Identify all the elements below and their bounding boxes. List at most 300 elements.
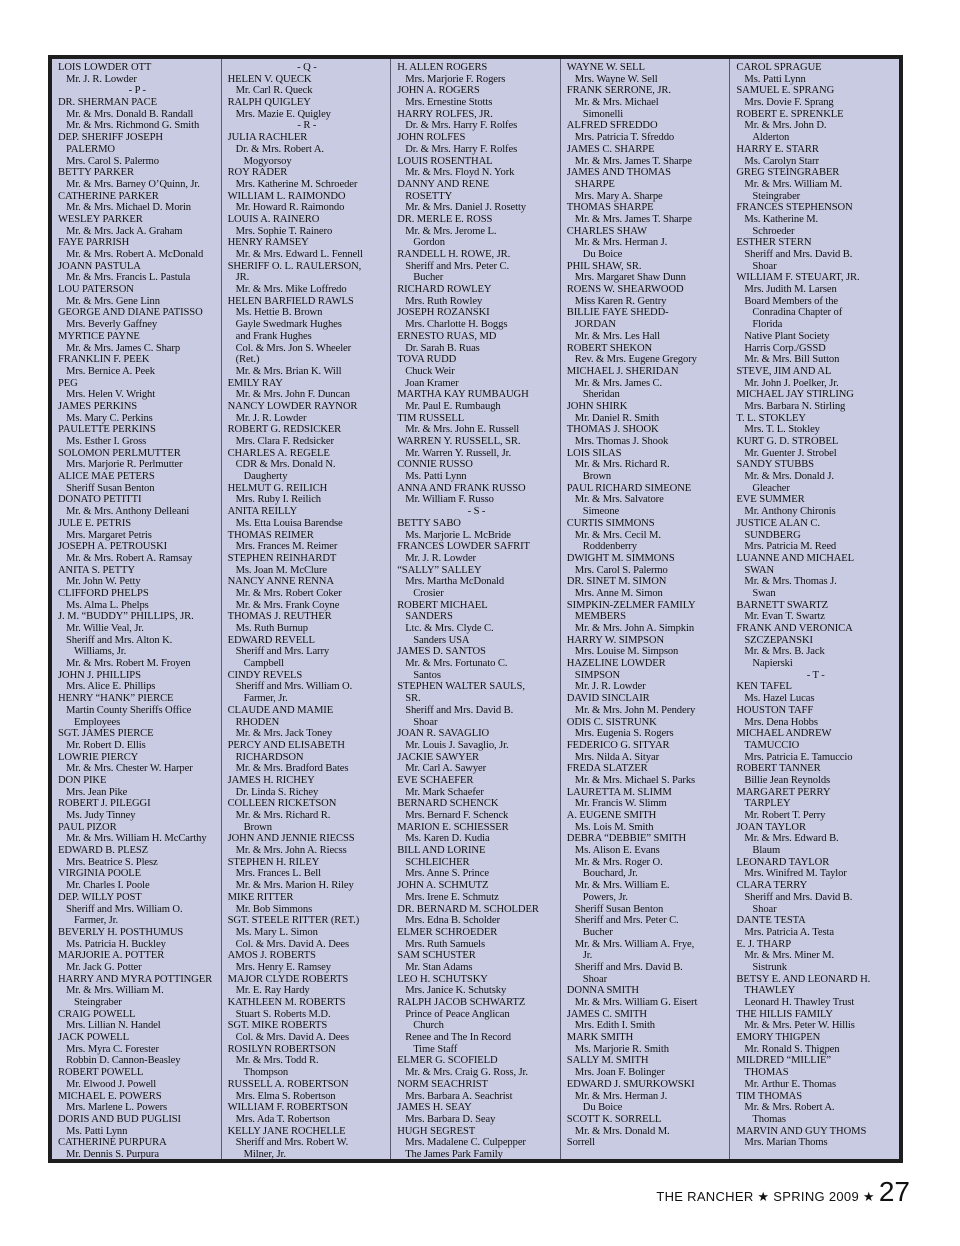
donor-name: Mrs. Madalene C. Culpepper <box>405 1137 526 1149</box>
donor-continuation: Williams, Jr. <box>74 646 127 658</box>
donor-name: Mr. & Mrs. William M. <box>66 985 164 997</box>
donor-name: Ms. Alma L. Phelps <box>66 599 149 611</box>
honoree-name: KATHLEEN M. ROBERTS <box>227 997 346 1008</box>
donor-name: Mr. & Mrs. Edward B. <box>744 833 839 845</box>
donor-name: Mr. & Mrs. Les Hall <box>574 330 660 342</box>
memorial-list-frame <box>48 55 903 1163</box>
footer-publication: THE RANCHER ★ SPRING 2009 ★ <box>656 1189 875 1204</box>
donor-continuation: Farmer, Jr. <box>243 693 288 705</box>
honoree-name: JACK POWELL <box>58 1032 129 1044</box>
honoree-name: ELMER SCHROEDER <box>397 926 498 938</box>
donor-name: Mr. Carl A. Sawyer <box>405 763 487 775</box>
donor-name: Ms. Joan M. McClure <box>235 564 327 576</box>
donor-name: Gayle Swedmark Hughes <box>235 319 342 331</box>
donor-name: Dr. Sarah B. Ruas <box>405 342 480 354</box>
donor-name: Chuck Weir <box>405 365 455 377</box>
honoree-name: EVE SUMMER <box>736 494 805 506</box>
donor-name: TARPLEY <box>744 798 791 810</box>
honoree-name: LOUIS ROSENTHAL <box>397 155 493 167</box>
donor-name: Mr. & Mrs. Brian K. Will <box>235 365 342 377</box>
donor-name: Dr. Linda S. Richey <box>235 786 319 798</box>
honoree-name: HELEN BARFIELD RAWLS <box>227 295 354 307</box>
honoree-name: ROBERT SHEKON <box>566 342 653 354</box>
donor-continuation: Simeone <box>582 506 620 518</box>
honoree-name: MARK SMITH <box>566 1032 634 1044</box>
donor-name: Ltc. & Mrs. Clyde C. <box>405 623 494 634</box>
donor-name: Mr. & Mrs. Jerome L. <box>405 225 497 237</box>
donor-continuation: Shoar <box>752 260 777 272</box>
donor-name: Mr. & Mrs. James C. <box>574 377 663 389</box>
donor-name: Mr. & Mrs. Roger O. <box>574 856 663 868</box>
honoree-name: JOHN SHIRK <box>566 400 628 412</box>
honoree-name: WILLIAM F. ROBERTSON <box>227 1102 348 1114</box>
honoree-name: MICHAEL ANDREW <box>736 728 832 740</box>
honoree-name: CRAIG POWELL <box>58 1008 136 1020</box>
donor-name: Mr. Anthony Chironis <box>744 506 836 518</box>
donor-name: Mrs. Patricia M. Reed <box>744 541 837 553</box>
honoree-name: NORM SEACHRIST <box>397 1078 488 1090</box>
honoree-name: JULIA RACHLER <box>227 132 308 144</box>
honoree-name: JAMES H. RICHEY <box>227 774 315 786</box>
honoree-name: LOWRIE PIERCY <box>58 751 139 763</box>
honoree-name: ANITA REILLY <box>227 506 298 518</box>
donor-name: Mr. J. R. Lowder <box>574 681 646 693</box>
donor-name: SR. <box>405 693 421 705</box>
donor-name: Mr. & Mrs. Floyd N. York <box>405 167 515 179</box>
honoree-name: ANNA AND FRANK RUSSO <box>397 482 526 494</box>
donor-name: RICHARDSON <box>235 751 304 763</box>
honoree-name: STEPHEN H. RILEY <box>227 856 320 868</box>
honoree-name: SCOTT K. SORRELL <box>566 1113 662 1125</box>
donor-name: Col. & Mrs. David A. Dees <box>235 1032 350 1044</box>
donor-name: Col. & Mrs. David A. Dees <box>235 938 350 950</box>
honoree-name: FRANK AND VERONICA <box>736 623 853 634</box>
honoree-name: HARRY ROLFES, JR. <box>397 108 493 120</box>
honoree-name: MAJOR CLYDE ROBERTS <box>227 973 349 985</box>
honoree-name: CLARA TERRY <box>736 880 808 892</box>
donor-name: Sheriff and Mrs. David B. <box>744 249 853 260</box>
honoree-name: MARJORIE A. POTTER <box>58 950 165 962</box>
donor-name: Mrs. Bernice A. Peek <box>66 365 155 377</box>
honoree-name: CURTIS SIMMONS <box>566 517 655 529</box>
donor-name: JR. <box>235 272 250 284</box>
donor-name: (Ret.) <box>235 354 260 366</box>
donor-name: Mr. & Mrs. Herman J. <box>574 1090 668 1102</box>
honoree-name: PHIL SHAW, SR. <box>566 260 642 272</box>
donor-name: Mrs. Dovie F. Sprang <box>744 97 834 109</box>
donor-continuation: Shoar <box>752 903 777 915</box>
donor-name: Mrs. Elma S. Robertson <box>235 1090 336 1102</box>
honoree-name: T. L. STOKLEY <box>736 412 806 424</box>
honoree-name: MICHAEL E. POWERS <box>58 1090 162 1102</box>
donor-name: Mrs. Carol S. Palermo <box>574 564 668 576</box>
donor-name: Mr. Robert D. Ellis <box>66 739 146 751</box>
honoree-name: GEORGE AND DIANE PATISSO <box>58 307 203 319</box>
honoree-name: HENRY “HANK” PIERCE <box>58 693 174 705</box>
donor-name: Mrs. Louise M. Simpson <box>574 646 679 658</box>
donor-name: Mr. Paul E. Rumbaugh <box>405 400 501 412</box>
donor-name: Mr. & Mrs. Richard R. <box>574 459 670 471</box>
donor-name: MEMBERS <box>574 611 626 623</box>
donor-name: Mrs. Barbara N. Stirling <box>744 400 846 412</box>
honoree-name: RICHARD ROWLEY <box>397 284 492 296</box>
donor-name: Mrs. Patricia E. Tamuccio <box>744 751 853 763</box>
donor-name: Ms. Lois M. Smith <box>574 821 654 833</box>
donor-continuation: Brown <box>243 821 272 833</box>
honoree-name: JAMES H. SEAY <box>397 1102 472 1114</box>
honoree-name: ESTHER STERN <box>736 237 812 249</box>
donor-continuation: Brown <box>582 471 612 483</box>
honoree-name: RANDELL H. ROWE, JR. <box>397 249 511 260</box>
donor-name: Miss Karen R. Gentry <box>574 295 667 307</box>
donor-name: Mr. Francis W. Slimm <box>574 798 667 810</box>
honoree-name: HENRY RAMSEY <box>227 237 309 249</box>
donor-name: Mr. & Mrs. Cecil M. <box>574 529 661 541</box>
donor-continuation: Crosier <box>413 587 444 599</box>
honoree-name: COLLEEN RICKETSON <box>227 798 337 810</box>
honoree-name: HELMUT G. REILICH <box>227 482 328 494</box>
donor-name: Sheriff Susan Benton <box>66 482 155 494</box>
donor-name: Mrs. Jean Pike <box>66 786 128 798</box>
donor-name: Native Plant Society <box>744 330 830 342</box>
donor-name: Mr. & Mrs. Richard R. <box>235 810 331 821</box>
honoree-name: ERNESTO RUAS, MD <box>397 330 497 342</box>
honoree-name: CATHERINE PURPURA <box>58 1137 167 1149</box>
honoree-name: ELMER G. SCOFIELD <box>397 1055 498 1067</box>
donor-continuation: Bouchard, Jr. <box>582 868 638 880</box>
honoree-name: EMILY RAY <box>227 377 283 389</box>
donor-name: Mr. & Mrs. Robert A. Ramsay <box>66 552 193 564</box>
donor-name: Mrs. Margaret Petris <box>66 529 152 541</box>
donor-name: Mr. & Mrs. John F. Duncan <box>235 389 350 401</box>
donor-name: Mr. E. Ray Hardy <box>235 985 310 997</box>
honoree-name: JAMES PERKINS <box>58 400 138 412</box>
honoree-name: SHERIFF O. L. RAULERSON, <box>227 260 362 272</box>
donor-name: Mr. J. R. Lowder <box>235 412 307 424</box>
donor-name: Ms. Hettie B. Brown <box>235 307 323 319</box>
donor-name: Mr. & Mrs. William A. Frye, <box>574 938 695 950</box>
honoree-name: ROY RADER <box>227 167 288 179</box>
donor-name: Ms. Patricia H. Buckley <box>66 938 166 950</box>
honoree-name: DR. BERNARD M. SCHOLDER <box>397 903 539 915</box>
honoree-name: KELLY JANE ROCHELLE <box>227 1125 346 1137</box>
honoree-name: JOHN ROLFES <box>397 132 466 144</box>
donor-name: SWAN <box>744 564 774 576</box>
honoree-name: LOIS LOWDER OTT <box>58 62 152 73</box>
donor-name: Mr. & Mrs. Fortunato C. <box>405 658 508 670</box>
donor-name: Mr. & Mrs. John A. Simpkin <box>574 623 695 634</box>
donor-name: Leonard H. Thawley Trust <box>744 997 855 1008</box>
donor-name: Mrs. Marlene L. Powers <box>66 1102 168 1114</box>
honoree-name: LEO H. SCHUTSKY <box>397 973 488 985</box>
honoree-name: MARVIN AND GUY THOMS <box>736 1125 867 1137</box>
honoree-name: H. ALLEN ROGERS <box>397 62 488 73</box>
donor-name: Ms. Patti Lynn <box>405 471 467 483</box>
honoree-name: ROBERT TANNER <box>736 763 821 775</box>
donor-name: Mrs. Mary A. Sharpe <box>574 190 663 202</box>
honoree-name: MILDRED “MILLIE” <box>736 1055 831 1067</box>
donor-name: Mr. William F. Russo <box>405 494 494 506</box>
donor-continuation: Napierski <box>752 658 793 670</box>
honoree-name: EDWARD REVELL <box>227 634 315 646</box>
donor-continuation: Sanders USA <box>413 634 470 646</box>
page-number: 27 <box>878 1176 910 1207</box>
honoree-name: BILL AND LORINE <box>397 845 486 857</box>
honoree-name: WAYNE W. SELL <box>566 62 645 73</box>
honoree-name: WESLEY PARKER <box>58 213 143 225</box>
donor-name: Mrs. Irene E. Schmutz <box>405 891 499 903</box>
letter-heading: - Q - <box>297 62 317 73</box>
donor-name: Mr. & Mrs. Barney O’Quinn, Jr. <box>66 178 200 190</box>
list-column-4 <box>560 59 730 1159</box>
donor-name: Mrs. Martha McDonald <box>405 576 505 588</box>
honoree-name: THOMAS REIMER <box>227 529 314 541</box>
donor-name: Robbin D. Cannon-Beasley <box>66 1055 181 1067</box>
donor-name: Mr. & Mrs. Frank Coyne <box>235 599 340 611</box>
honoree-name: CATHERINE PARKER <box>58 190 159 202</box>
donor-name: PALERMO <box>66 143 115 155</box>
donor-name: Mr. John W. Petty <box>66 576 141 588</box>
donor-name: Sheriff and Mrs. David B. <box>405 704 514 716</box>
honoree-name: JULE E. PETRIS <box>58 517 132 529</box>
donor-name: Mr. Dennis S. Purpura <box>66 1148 159 1159</box>
donor-continuation: Milner, Jr. <box>243 1148 286 1159</box>
donor-name: Mr. Mark Schaefer <box>405 786 484 798</box>
honoree-name: SAMUEL E. SPRANG <box>736 85 835 97</box>
honoree-name: PERCY AND ELISABETH <box>227 739 345 751</box>
donor-name: Dr. & Mrs. Robert A. <box>235 143 324 155</box>
donor-name: Mr. & Mrs. Mike Loffredo <box>235 284 347 296</box>
donor-name: Ms. Karen D. Kudia <box>405 833 490 845</box>
donor-name: Sheriff and Mrs. Larry <box>235 646 330 658</box>
donor-name: Mrs. Clara F. Redsicker <box>235 436 334 447</box>
page-footer <box>656 1176 910 1208</box>
honoree-name: FREDA SLATZER <box>566 763 648 775</box>
honoree-name: DORIS AND BUD PUGLISI <box>58 1113 181 1125</box>
honoree-name: ROBERT E. SPRENKLE <box>736 108 844 120</box>
donor-name: Mrs. Mazie E. Quigley <box>235 108 331 120</box>
donor-name: Mr. & Mrs. John A. Riecss <box>235 845 347 857</box>
donor-name: Sheriff and Mrs. David B. <box>574 961 683 973</box>
donor-name: Mr. Jack G. Potter <box>66 961 142 973</box>
donor-continuation: Swan <box>752 587 776 599</box>
honoree-name: SANDY STUBBS <box>736 459 814 471</box>
honoree-name: STEVE, JIM AND AL <box>736 365 832 377</box>
honoree-name: HARRY W. SIMPSON <box>566 634 664 646</box>
donor-name: THAWLEY <box>744 985 796 997</box>
honoree-name: LOUIS A. RAINERO <box>227 213 320 225</box>
donor-name: Mr. & Mrs. B. Jack <box>744 646 825 658</box>
donor-name: Mr. Robert T. Perry <box>744 810 826 821</box>
donor-name: Mr. & Mrs. James T. Sharpe <box>574 213 692 225</box>
honoree-name: MARION E. SCHIESSER <box>397 821 509 833</box>
honoree-name: EDWARD B. PLESZ <box>58 845 149 857</box>
honoree-name: DONATO PETITTI <box>58 494 142 506</box>
donor-name: Ms. Mary C. Perkins <box>66 412 153 424</box>
honoree-name: JOHN J. PHILLIPS <box>58 669 141 681</box>
honoree-name: BETTY SABO <box>397 517 461 529</box>
donor-name: Mrs. Edna B. Scholder <box>405 915 500 927</box>
letter-heading: - P - <box>128 85 146 97</box>
honoree-name: CAROL SPRAGUE <box>736 62 822 73</box>
donor-name: Mrs. Anne M. Simon <box>574 587 663 599</box>
honoree-name: CHARLES A. REGELE <box>227 447 330 459</box>
donor-name: Mrs. Edith I. Smith <box>574 1020 655 1032</box>
donor-name: JORDAN <box>574 319 616 331</box>
donor-name: Mrs. Myra C. Forester <box>66 1043 159 1055</box>
donor-name: Mrs. Helen V. Wright <box>66 389 156 401</box>
donor-continuation: Church <box>413 1020 444 1032</box>
honoree-name: MIKE RITTER <box>227 891 294 903</box>
donor-name: Mrs. Barbara D. Seay <box>405 1113 496 1125</box>
donor-name: Mr. & Mrs. William H. McCarthy <box>66 833 207 845</box>
donor-name: Mr. & Mrs. Michael <box>574 97 659 109</box>
honoree-name: FEDERICO G. SITYAR <box>566 739 670 751</box>
honoree-name: ODIS C. SISTRUNK <box>566 716 657 728</box>
donor-name: Mr. & Mrs. Miner M. <box>744 950 834 962</box>
donor-continuation: Sheridan <box>582 389 620 401</box>
honoree-name: THOMAS SHARPE <box>566 202 654 214</box>
donor-continuation: Simonelli <box>582 108 624 120</box>
donor-name: SANDERS <box>405 611 453 623</box>
honoree-name: E. J. THARP <box>736 938 792 950</box>
donor-name: Mr. & Mrs. Todd R. <box>235 1055 319 1067</box>
honoree-name: NANCY LOWDER RAYNOR <box>227 400 358 412</box>
donor-name: Mrs. Wayne W. Sell <box>574 73 658 85</box>
donor-name: Ms. Esther I. Gross <box>66 436 147 447</box>
honoree-name: SOLOMON PERLMUTTER <box>58 447 181 459</box>
honoree-name: HELEN V. QUECK <box>227 73 312 85</box>
donor-name: Mr. Arthur E. Thomas <box>744 1078 837 1090</box>
donor-name: Mr. Willie Veal, Jr. <box>66 623 144 634</box>
donor-name: Mrs. Janice K. Schutsky <box>405 985 507 997</box>
donor-name: Mrs. Beverly Gaffney <box>66 319 158 331</box>
honoree-name: “SALLY” SALLEY <box>397 564 482 576</box>
honoree-name: EDWARD J. SMURKOWSKI <box>566 1078 695 1090</box>
honoree-name: CLIFFORD PHELPS <box>58 587 149 599</box>
honoree-name: J. M. “BUDDY” PHILLIPS, JR. <box>58 611 194 623</box>
donor-name: Mr. & Mrs. Robert A. McDonald <box>66 249 204 260</box>
honoree-name: RALPH QUIGLEY <box>227 97 311 109</box>
honoree-name: ROBERT G. REDSICKER <box>227 424 342 436</box>
donor-continuation: Sistrunk <box>752 961 787 973</box>
donor-name: Mrs. Eugenia S. Rogers <box>574 728 674 740</box>
list-column-5 <box>729 59 899 1159</box>
honoree-name: WILLIAM F. STEUART, JR. <box>736 272 860 284</box>
honoree-name: BETTY PARKER <box>58 167 135 179</box>
honoree-name: GREG STEINGRABER <box>736 167 840 179</box>
donor-continuation: Shoar <box>413 716 438 728</box>
honoree-name: DWIGHT M. SIMMONS <box>566 552 675 564</box>
honoree-name: SGT. STEELE RITTER (RET.) <box>227 915 360 927</box>
honoree-name: CLAUDE AND MAMIE <box>227 704 334 716</box>
donor-name: Mrs. Anne S. Prince <box>405 868 489 880</box>
honoree-name: MYRTICE PAYNE <box>58 330 140 342</box>
donor-continuation: Shoar <box>582 973 607 985</box>
honoree-name: MARTHA KAY RUMBAUGH <box>397 389 529 401</box>
donor-continuation: Gordon <box>413 237 445 249</box>
honoree-name: ROBERT MICHAEL <box>397 599 488 611</box>
honoree-name: DANTE TESTA <box>736 915 806 927</box>
honoree-name: HARRY E. STARR <box>736 143 819 155</box>
donor-name: Mrs. Margaret Shaw Dunn <box>574 272 686 284</box>
donor-name: CDR & Mrs. Donald N. <box>235 459 336 471</box>
donor-name: Mrs. Charlotte H. Boggs <box>405 319 508 331</box>
list-column-1 <box>52 59 221 1159</box>
list-column-3 <box>390 59 560 1159</box>
donor-name: The James Park Family <box>405 1148 503 1159</box>
honoree-name: NANCY ANNE RENNA <box>227 576 334 588</box>
honoree-name: JUSTICE ALAN C. <box>736 517 820 529</box>
donor-name: Mrs. Beatrice S. Plesz <box>66 856 158 868</box>
donor-name: Sheriff and Mrs. Peter C. <box>574 915 679 927</box>
donor-name: Mr. & Mrs. Donald J. <box>744 471 834 483</box>
honoree-name: LAURETTA M. SLIMM <box>566 786 672 798</box>
honoree-name: HARRY AND MYRA POTTINGER <box>58 973 213 985</box>
donor-name: Ms. Carolyn Starr <box>744 155 819 167</box>
letter-heading: - S - <box>467 506 486 518</box>
honoree-name: FRANCES STEPHENSON <box>736 202 853 214</box>
donor-name: Mr. Ronald S. Thigpen <box>744 1043 840 1055</box>
honoree-name: LUANNE AND MICHAEL <box>736 552 855 564</box>
donor-name: Mrs. Marian Thoms <box>744 1137 828 1149</box>
honoree-name: HOUSTON TAFF <box>736 704 814 716</box>
honoree-name: JOSEPH A. PETROUSKI <box>58 541 168 553</box>
donor-name: Martin County Sheriffs Office <box>66 704 192 716</box>
donor-name: Mr. & Mrs. Bradford Bates <box>235 763 349 775</box>
honoree-name: JOHN AND JENNIE RIECSS <box>227 833 355 845</box>
donor-name: Ms. Etta Louisa Barendse <box>235 517 343 529</box>
honoree-name: JAMES AND THOMAS <box>566 167 671 179</box>
honoree-name: DEP. WILLY POST <box>58 891 142 903</box>
donor-name: Ms. Judy Tinney <box>66 810 136 821</box>
honoree-name: PAUL RICHARD SIMEONE <box>566 482 692 494</box>
donor-name: Ms. Ruth Burnup <box>235 623 308 634</box>
honoree-name: STEPHEN REINHARDT <box>227 552 337 564</box>
donor-name: Mr. Evan T. Swartz <box>744 611 825 623</box>
donor-name: Mr. J. R. Lowder <box>405 552 476 564</box>
donor-name: Mr. & Mrs. Peter W. Hillis <box>744 1020 855 1032</box>
donor-name: Mrs. Henry E. Ramsey <box>235 961 331 973</box>
donor-continuation: Du Boice <box>582 249 623 260</box>
donor-name: Mr. Elwood J. Powell <box>66 1078 157 1090</box>
donor-name: Mr. & Mrs. John E. Russell <box>405 424 520 436</box>
honoree-name: JOHN A. SCHMUTZ <box>397 880 489 892</box>
donor-continuation: Alderton <box>752 132 790 144</box>
donor-name: Mrs. Joan F. Bolinger <box>574 1067 665 1079</box>
honoree-name: JAMES C. SHARPE <box>566 143 655 155</box>
honoree-name: HUGH SEGREST <box>397 1125 476 1137</box>
donor-name: Sheriff and Mrs. Robert W. <box>235 1137 349 1149</box>
donor-name: and Frank Hughes <box>235 330 312 342</box>
honoree-name: PAUL PIZOR <box>58 821 117 833</box>
donor-name: Mr. & Mrs. William E. <box>574 880 670 892</box>
donor-name: Ms. Hazel Lucas <box>744 693 815 705</box>
donor-name: Billie Jean Reynolds <box>744 774 831 786</box>
honoree-name: BARNETT SWARTZ <box>736 599 829 611</box>
honoree-name: SGT. JAMES PIERCE <box>58 728 154 740</box>
donor-continuation: Thompson <box>243 1067 289 1079</box>
donor-name: Mr. & Mrs. William M. <box>744 178 843 190</box>
donor-name: Mr. & Mrs. Robert A. <box>744 1102 835 1114</box>
donor-name: Mrs. Alice E. Phillips <box>66 681 156 693</box>
donor-name: Renee and The In Record <box>405 1032 511 1044</box>
donor-name: Mrs. Sophie T. Rainero <box>235 225 333 237</box>
honoree-name: JOSEPH ROZANSKI <box>397 307 490 319</box>
donor-name: Sheriff and Mrs. David B. <box>744 891 853 903</box>
donor-name: ROSETTY <box>405 190 453 202</box>
honoree-name: FRANK SERRONE, JR. <box>566 85 671 97</box>
